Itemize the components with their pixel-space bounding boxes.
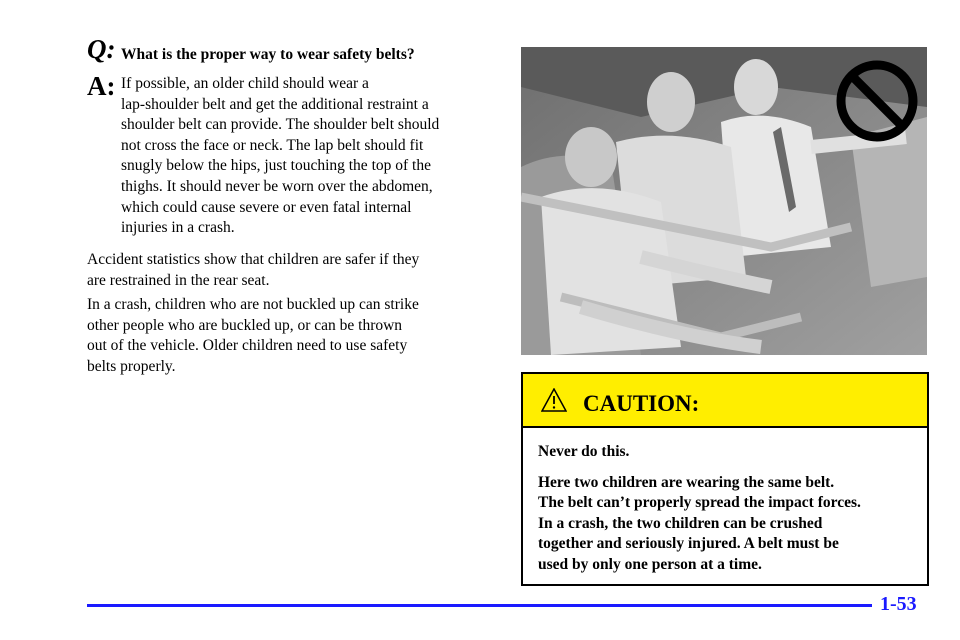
answer-line: snugly below the hips, just touching the top of the [121,157,431,175]
illustration-children-sharing-belt [521,47,927,355]
paragraph-line: belts properly. [87,357,176,375]
caution-header [523,374,927,428]
caution-body [538,442,918,586]
question-text: What is the proper way to wear safety belts? [121,46,415,63]
prohibited-sign-icon [835,59,919,143]
paragraph-line: are restrained in the rear seat. [87,271,270,289]
caution-title: CAUTION: [583,391,700,416]
paragraph-line: out of the vehicle. Older children need to use safety [87,337,408,355]
answer-text [121,74,501,239]
answer-marker: A: [87,71,116,101]
answer-line: If possible, an older child should wear a [121,75,369,92]
caution-line: used by only one person at a time. [538,555,762,573]
answer-line: thighs. It should never be worn over the abdomen, [121,177,433,195]
answer-line: lap‑shoulder belt and get the additional restraint a [121,95,429,113]
answer-line: which could cause severe or even fatal internal [121,198,412,216]
body-paragraph-statistics [87,250,487,291]
caution-paragraph [538,473,918,576]
caution-box [521,372,929,586]
body-paragraph-crash [87,295,487,377]
caution-line: Here two children are wearing the same belt. [538,473,835,491]
paragraph-line: In a crash, children who are not buckled up can strike [87,296,419,313]
warning-triangle-icon [541,388,567,412]
question-marker: Q: [87,34,116,64]
answer-line: injuries in a crash. [121,219,235,237]
caution-paragraph [538,442,918,463]
footer-rule [87,604,872,607]
caution-line: Never do this. [538,443,630,460]
page-number: 1-53 [880,593,917,615]
paragraph-line: other people who are buckled up, or can be thrown [87,316,403,334]
caution-line: In a crash, the two children can be crushed [538,514,823,532]
paragraph-line: Accident statistics show that children are safer if they [87,251,420,268]
answer-line: not cross the face or neck. The lap belt should fit [121,136,424,154]
caution-line: together and seriously injured. A belt must be [538,535,839,553]
answer-line: shoulder belt can provide. The shoulder belt should [121,116,440,134]
caution-line: The belt can’t properly spread the impact forces. [538,494,861,512]
